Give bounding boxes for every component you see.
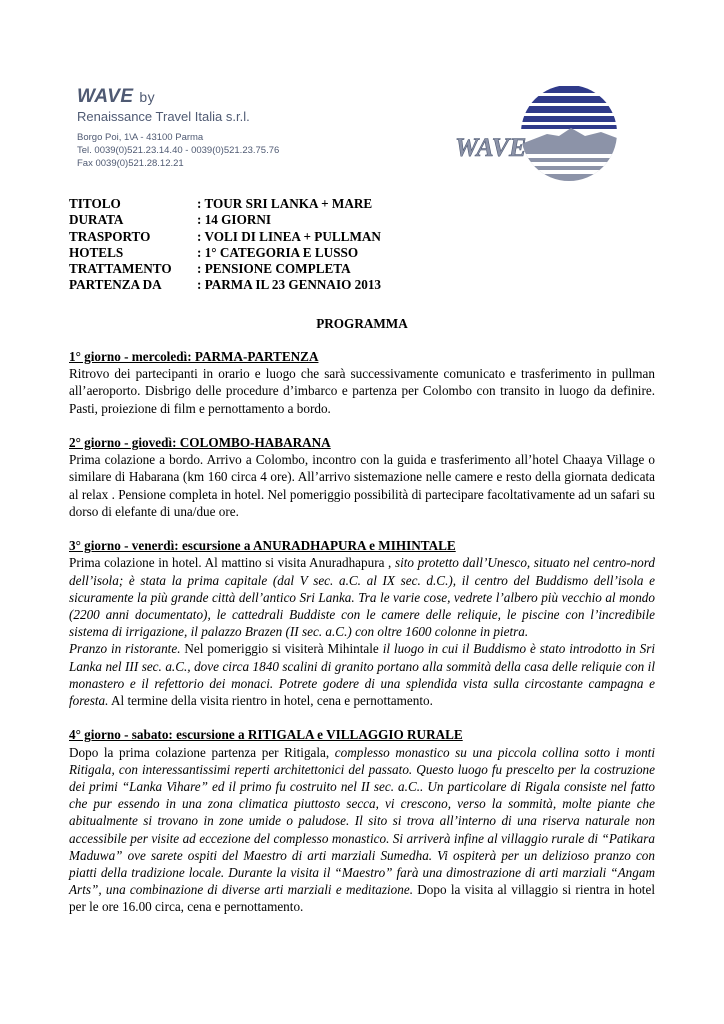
day-paragraph — [69, 451, 655, 520]
summary-row — [69, 212, 381, 228]
day-paragraph — [69, 744, 655, 916]
summary-key: TRASPORTO — [69, 228, 151, 244]
day-title: 4° giorno - sabato: escursione a RITIGALA e VILLAGGIO RURALE — [69, 727, 463, 743]
summary-row — [69, 196, 381, 212]
text-run: complesso monastico su una piccola collina sotto i monti Ritigala, con interessantissimi reperti architettonici del passato. Questo luogo fu prescelto per la costruzione dei primi “Lanka Vihare” ed il primo fu costruito nel II sec. a.C.. Un particolare di Rigala consiste nel fatto che pur essendo in una zona climatica piuttosto secca, vi crescono, verso la sommità, molte piante che abitualmente si trovano in zone umide o paludose. Il sito si trova all’interno di una riserva naturale non accessibile per visite ad eccezione del complesso monastico. Si arriverà infine al villaggio rurale di “Patikara Maduwa” ove sarete ospiti del Maestro di arti marziali Sumedha. Vi ospiterà per un delizioso pranzo con piatti della tradizione locale. Durante la visita il “Maestro” farà una dimostrazione di arti marziali “Angam Arts”, una combinazione di diverse arti marziali e meditazione. — [69, 744, 655, 898]
summary-value: : 1° CATEGORIA E LUSSO — [197, 244, 359, 260]
text-run: sito protetto dall’Unesco, situato nel centro-nord dell’isola; è stata la prima capitale (dal V sec. a.C. al IX sec. d.C.), il centro del Buddismo dell’isola e sicuramente la più grande città dell’antico Sri Lanka. Tra le varie cose, vedrete l’albero più vecchio al mondo (2200 anni documentato), le cattedrali Buddiste con le camere delle reliquie, le piscine con l’incredibile sistema di irrigazione, il palazzo Brazen (II sec. a.C.) con oltre 1600 colonne in pietra. — [69, 555, 656, 640]
letterhead — [77, 86, 677, 186]
summary-value: : VOLI DI LINEA + PULLMAN — [197, 228, 381, 244]
itinerary — [69, 348, 655, 933]
program-title: PROGRAMMA — [316, 316, 408, 331]
summary-key: TITOLO — [69, 196, 121, 211]
day-paragraph — [69, 365, 655, 417]
day-paragraph — [69, 554, 655, 640]
summary-value: : 14 GIORNI — [197, 212, 271, 228]
text-run: Ritrovo dei partecipanti in orario e luogo che sarà successivamente comunicato e trasferimento in pullman all’aeroporto. Disbrigo delle procedure d’imbarco e partenza per Colombo con transito in luogo da definire. Pasti, proiezione di film e pernottamento a bordo. — [69, 366, 655, 416]
summary-value: : PENSIONE COMPLETA — [197, 261, 351, 277]
text-run: il luogo in cui il Buddismo è stato introdotto in Sri Lanka nel III sec. a.C., dove circa 1840 scalini di granito portano alla sommità della casa delle reliquie con il monastero e il refettorio dei monaci. Potrete godere di una splendida vista sulla circostante campagna e foresta. — [69, 641, 655, 709]
logo-text: WAVE — [455, 133, 527, 162]
text-run: Dopo la prima colazione partenza per Ritigala, — [69, 744, 335, 760]
text-run: Pranzo in ristorante. — [69, 641, 181, 657]
summary-value: : PARMA IL 23 GENNAIO 2013 — [197, 277, 382, 293]
summary-key: TRATTAMENTO — [69, 261, 172, 277]
summary-key: HOTELS — [69, 244, 124, 260]
text-run: Prima colazione a bordo. Arrivo a Colombo, incontro con la guida e trasferimento all’hotel Chaaya Village o similare di Habarana (km 160 circa 4 ore). All’arrivo sistemazione nelle camere e resto della giornata dedicata al relax . Pensione completa in hotel. Nel pomeriggio possibilità di partecipare facoltativamente ad un safari su dorso di elefante di una/due ore. — [69, 452, 655, 519]
text-run: Al termine della visita rientro in hotel, cena e pernottamento. — [108, 693, 433, 709]
day-section — [69, 348, 655, 417]
company-phone: Tel. 0039(0)521.23.14.40 - 0039(0)521.23.75.76 — [77, 145, 280, 156]
company-fax: Fax 0039(0)521.28.12.21 — [77, 158, 184, 169]
day-section — [69, 537, 655, 709]
text-run: Dopo la visita al villaggio si rientra in hotel per le ore 16.00 circa, cena e pernottamento. — [69, 882, 655, 915]
summary-row — [69, 229, 381, 245]
company-address: Borgo Poi, 1\A - 43100 Parma — [77, 132, 204, 143]
trip-summary — [69, 196, 381, 294]
company-name: Renaissance Travel Italia s.r.l. — [77, 109, 250, 124]
summary-key: DURATA — [69, 212, 124, 228]
summary-value: : TOUR SRI LANKA + MARE — [197, 196, 373, 211]
text-run: Prima colazione in hotel. Al mattino si visita Anuradhapura , — [69, 555, 395, 571]
summary-key: PARTENZA DA — [69, 277, 162, 293]
day-paragraph — [69, 640, 655, 709]
wave-logo — [451, 86, 631, 186]
day-title: 2° giorno - giovedì: COLOMBO-HABARANA — [69, 435, 331, 450]
summary-row — [69, 245, 381, 261]
day-section — [69, 434, 655, 520]
day-title: 1° giorno - mercoledì: PARMA-PARTENZA — [69, 349, 319, 364]
text-run: Nel pomeriggio si visiterà Mihintale — [180, 641, 383, 657]
summary-row — [69, 277, 381, 293]
summary-row — [69, 261, 381, 277]
day-section — [69, 726, 655, 915]
brand-name: WAVE by — [77, 86, 156, 107]
day-title: 3° giorno - venerdì: escursione a ANURADHAPURA e MIHINTALE — [69, 538, 456, 554]
